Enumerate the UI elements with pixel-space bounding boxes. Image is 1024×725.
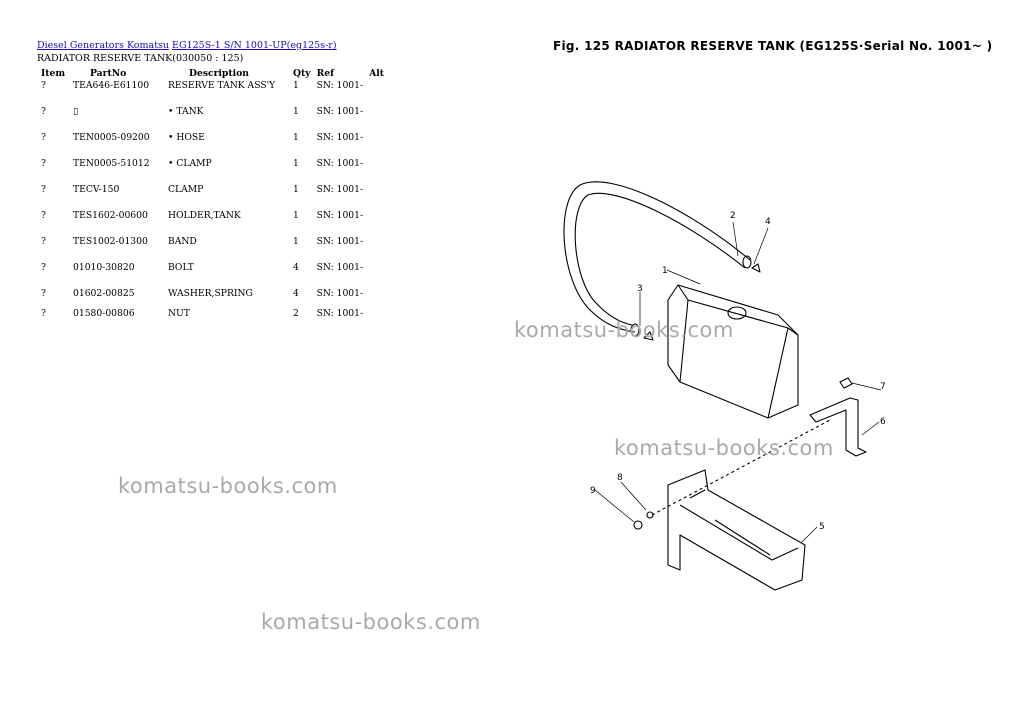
cell-item: ?	[41, 158, 46, 169]
cell-qty: 2	[293, 308, 299, 319]
table-row	[35, 288, 392, 308]
clamp-4-shape	[752, 264, 760, 272]
table-row	[35, 236, 392, 262]
cell-alt	[366, 236, 392, 262]
table-row	[35, 158, 392, 184]
bolt-7-shape	[840, 378, 852, 388]
header-qty: Qty	[293, 67, 311, 79]
cell-ref: SN: 1001-	[316, 106, 364, 117]
cell-qty: 4	[293, 262, 299, 273]
cell-description: BOLT	[168, 262, 194, 273]
cell-ref: SN: 1001-	[316, 288, 364, 299]
cell-description: RESERVE TANK ASS'Y	[168, 80, 276, 91]
frame-shape	[668, 470, 805, 590]
cell-partno: TEA646-E61100	[73, 80, 150, 91]
callout-6: 6	[880, 417, 886, 427]
cell-qty: 1	[293, 132, 299, 143]
cell-alt	[366, 80, 392, 106]
page-subtitle: RADIATOR RESERVE TANK(030050 : 125)	[37, 53, 244, 64]
cell-partno: TES1002-01300	[73, 236, 148, 247]
cell-description: NUT	[168, 308, 190, 319]
cell-alt	[366, 184, 392, 210]
cell-ref: SN: 1001-	[316, 158, 364, 169]
watermark: komatsu-books.com	[261, 610, 481, 634]
cell-description: • TANK	[168, 106, 204, 117]
table-row	[35, 262, 392, 288]
cell-item: ?	[41, 132, 46, 143]
cell-description: BAND	[168, 236, 197, 247]
callout-4: 4	[765, 217, 771, 227]
cell-alt	[366, 106, 392, 132]
cell-description: WASHER,SPRING	[168, 288, 253, 299]
cell-qty: 1	[293, 236, 299, 247]
watermark: komatsu-books.com	[614, 436, 834, 460]
callout-1: 1	[662, 266, 668, 276]
frame-inner	[680, 490, 798, 560]
cell-qty: 1	[293, 158, 299, 169]
figure-title: Fig. 125 RADIATOR RESERVE TANK (EG125S·Serial No. 1001~ )	[553, 39, 993, 53]
callout-3: 3	[637, 284, 643, 294]
cell-qty: 1	[293, 106, 299, 117]
cell-item: ?	[41, 236, 46, 247]
cell-item: ?	[41, 80, 46, 91]
callout-2: 2	[730, 211, 736, 221]
cell-description: • CLAMP	[168, 158, 212, 169]
watermark: komatsu-books.com	[514, 318, 734, 342]
cell-description: HOLDER,TANK	[168, 210, 241, 221]
table-row	[35, 106, 392, 132]
cell-partno: TEN0005-09200	[73, 132, 150, 143]
header-partno: PartNo	[90, 67, 127, 79]
header-item: Item	[41, 67, 66, 79]
cell-qty: 4	[293, 288, 299, 299]
cell-ref: SN: 1001-	[316, 80, 364, 91]
cell-item: ?	[41, 288, 46, 299]
cell-partno: ▯	[73, 106, 79, 117]
table-header-row	[35, 66, 392, 80]
cell-item: ?	[41, 262, 46, 273]
table-row	[35, 308, 392, 328]
cell-ref: SN: 1001-	[316, 210, 364, 221]
header-ref: Ref	[316, 67, 335, 79]
cell-qty: 1	[293, 184, 299, 195]
breadcrumb	[37, 40, 337, 51]
cell-partno: 01602-00825	[73, 288, 135, 299]
table-row	[35, 132, 392, 158]
cell-item: ?	[41, 210, 46, 221]
table-row	[35, 80, 392, 106]
cell-qty: 1	[293, 210, 299, 221]
parts-diagram	[540, 160, 940, 600]
callout-9: 9	[590, 486, 596, 496]
nut-9-shape	[634, 521, 642, 529]
tank-top-edge	[678, 285, 798, 418]
callout-7: 7	[880, 382, 886, 392]
cell-qty: 1	[293, 80, 299, 91]
callout-5: 5	[819, 522, 825, 532]
hose-shape-inner	[575, 193, 745, 325]
cell-alt	[366, 262, 392, 288]
breadcrumb-link-diesel-generators[interactable]: Diesel Generators Komatsu	[37, 40, 170, 51]
cell-partno: TEN0005-51012	[73, 158, 150, 169]
cell-partno: TECV-150	[73, 184, 120, 195]
table-row	[35, 210, 392, 236]
cell-description: • HOSE	[168, 132, 205, 143]
cell-partno: 01010-30820	[73, 262, 135, 273]
table-row	[35, 184, 392, 210]
cell-ref: SN: 1001-	[316, 132, 364, 143]
cell-item: ?	[41, 106, 46, 117]
breadcrumb-link-model[interactable]: EG125S-1 S/N 1001-UP(eg125s-r)	[172, 40, 337, 51]
cell-alt	[366, 158, 392, 184]
cell-item: ?	[41, 184, 46, 195]
cell-alt	[366, 132, 392, 158]
callout-8: 8	[617, 473, 623, 483]
header-description: Description	[189, 67, 249, 79]
cell-item: ?	[41, 308, 46, 319]
cell-description: CLAMP	[168, 184, 204, 195]
cell-alt	[366, 308, 392, 328]
cell-alt	[366, 210, 392, 236]
parts-table	[35, 66, 392, 328]
mount-line	[652, 420, 830, 515]
cell-ref: SN: 1001-	[316, 308, 364, 319]
cell-ref: SN: 1001-	[316, 236, 364, 247]
watermark: komatsu-books.com	[118, 474, 338, 498]
cell-alt	[366, 288, 392, 308]
header-alt: Alt	[369, 67, 384, 79]
cell-ref: SN: 1001-	[316, 262, 364, 273]
cell-ref: SN: 1001-	[316, 184, 364, 195]
cell-partno: TES1602-00600	[73, 210, 148, 221]
cell-partno: 01580-00806	[73, 308, 135, 319]
